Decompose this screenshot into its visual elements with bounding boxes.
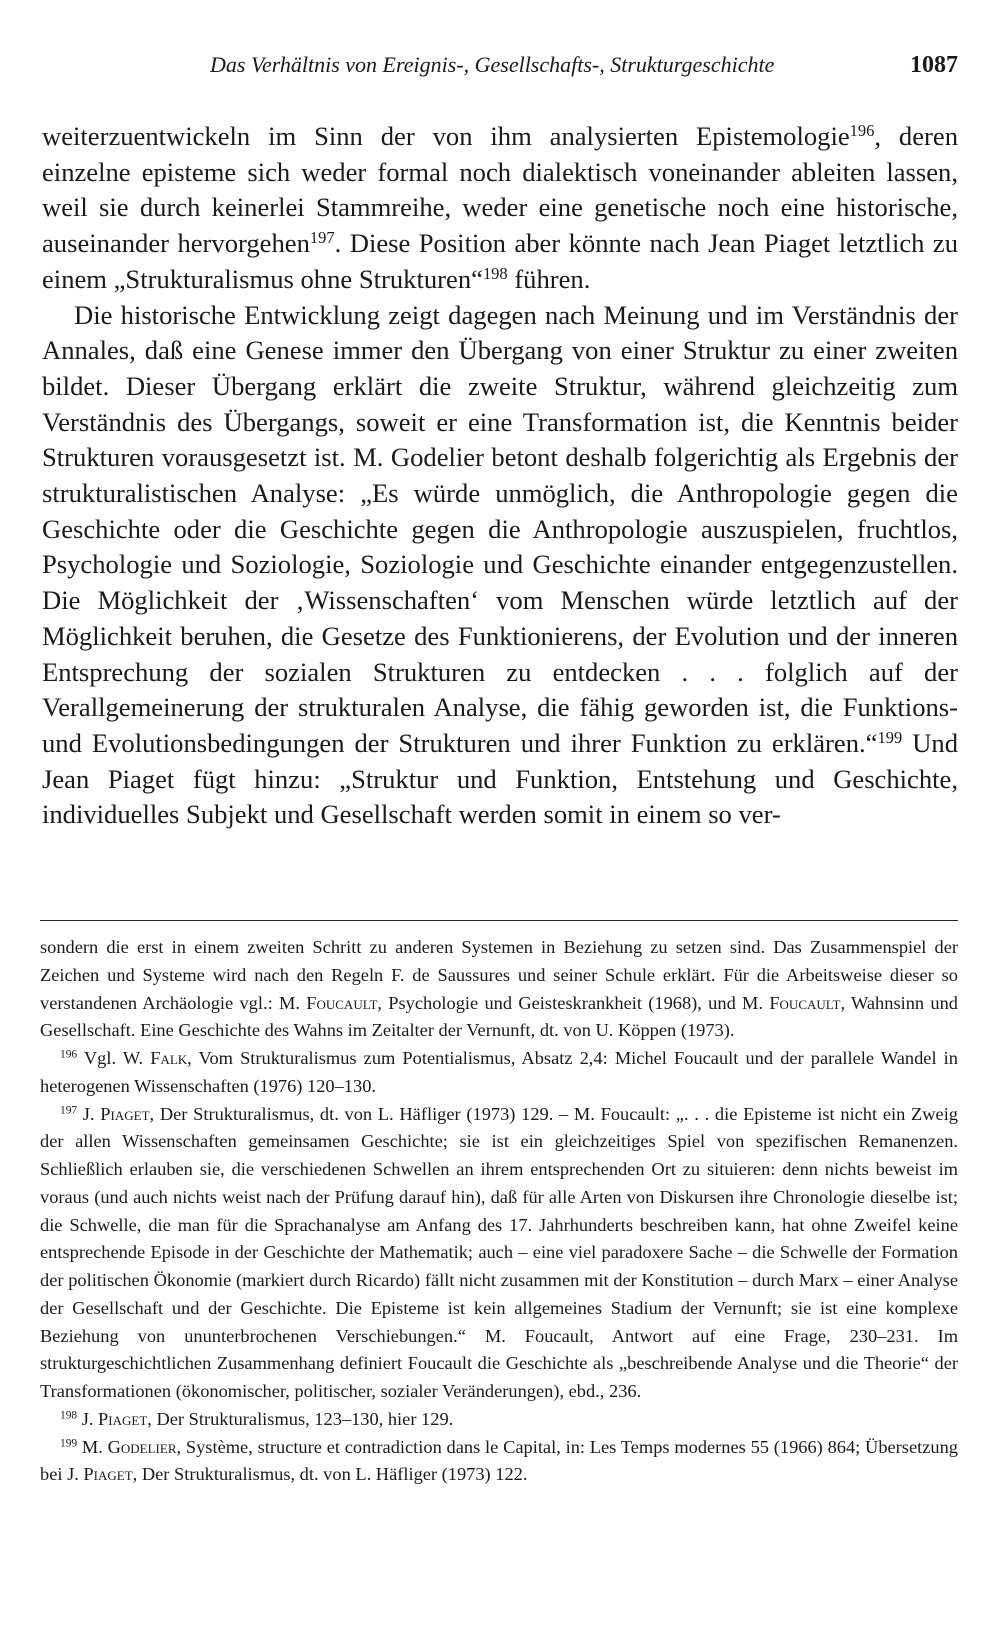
text-run: sondern die erst in einem zweiten Schritt zu anderen Systemen in Beziehung zu setzen sind. Das Zusammenspiel der Zeichen und Systeme wird nach den Regeln F. de Saussures und seiner Schule erklärt. Für die Arbeitsweise dieser so verstandenen Archäologie vgl.: M. bbox=[40, 937, 958, 1013]
text-run: . Diese Position aber könnte nach Jean Piaget letztlich zu einem „Strukturalismus ohne Strukturen“ bbox=[42, 228, 958, 294]
text-run: Und Jean Piaget fügt hinzu: „Struktur und Funktion, Entstehung und Geschichte, individuelles Subjekt und Gesellschaft werden somit in einem so ver- bbox=[42, 727, 958, 830]
text-run: J. bbox=[77, 1408, 99, 1429]
author-name: Piaget bbox=[83, 1464, 133, 1485]
text-run: , Wahnsinn und Gesellschaft. Eine Geschichte des Wahns im Zeitalter der Vernunft, dt. von U. Köppen (1973). bbox=[40, 992, 958, 1041]
text-run: , Psychologie und Geisteskrankheit (1968), und M. bbox=[377, 992, 770, 1013]
text-run: , Der Strukturalismus, dt. von L. Häfliger (1973) 129. – M. Foucault: „. . . die Episteme ist nicht ein Zweig der allen Wissenschaften gemeinsamen Geschichte; sie ist ein gleichzeitiges Spiel von spezifischen Remanenzen. Schließlich erlauben sie, die verschiedenen Schwellen an ihrem entsprechenden Ort zu situieren: denn nichts beweist im voraus (und auch nichts weist nach der Prüfung darauf hin), daß für alle Arten von Diskursen ihre Chronologie dieselbe ist; die Schwelle, die man für die Sprachanalyse am Anfang des 17. Jahrhunderts beschreiben kann, hat ohne Zweifel keine entsprechende Episode in der Geschichte der Mathematik; auch – eine viel paradoxere Sache – die Schwelle der Formation der politischen Ökonomie (markiert durch Ricardo) fällt nicht zusammen mit der Konstitution – durch Marx – einer Analyse der Gesellschaft und der Geschichte. Die Episteme ist kein allgemeines Stadium der Vernunft; sie ist eine komplexe Beziehung von ununterbrochenen Verschiebungen.“ M. Foucault, Antwort auf eine Frage, 230–231. Im strukturgeschichtlichen Zusammenhang definiert Foucault die Geschichte als „beschreibende Analyse und die Theorie“ der Transformationen (ökonomischer, politischer, sozialer Veränderungen), ebd., 236. bbox=[40, 1103, 958, 1401]
footnote-number: 196 bbox=[60, 1048, 78, 1061]
running-head bbox=[40, 52, 958, 84]
footnote-continued bbox=[40, 934, 958, 1045]
running-title: Das Verhältnis von Ereignis-, Gesellschafts-, Strukturgeschichte bbox=[210, 52, 775, 77]
footnote-199 bbox=[40, 1434, 958, 1490]
footnote-ref-196: 196 bbox=[849, 120, 875, 140]
author-name: Falk bbox=[150, 1048, 188, 1068]
text-run: J. bbox=[77, 1103, 101, 1124]
footnote-number: 199 bbox=[60, 1437, 78, 1450]
footnotes bbox=[40, 934, 958, 1489]
text-run: , Der Strukturalismus, dt. von L. Häfliger (1973) 122. bbox=[132, 1464, 528, 1485]
author-name: Foucault bbox=[306, 992, 378, 1013]
author-name: Foucault bbox=[769, 992, 841, 1013]
body-paragraph bbox=[42, 119, 958, 298]
footnote-197 bbox=[40, 1101, 958, 1406]
text-run: , Vom Strukturalismus zum Potentialismus, Absatz 2,4: Michel Foucault und der parallele Wandel in heterogenen Wissenschaften (1976) 120–130. bbox=[40, 1048, 958, 1096]
text-run: M. bbox=[77, 1436, 108, 1457]
footnote-number: 198 bbox=[60, 1409, 78, 1422]
page-number: 1087 bbox=[910, 52, 958, 78]
footnote-ref-198: 198 bbox=[482, 263, 508, 283]
body-paragraph bbox=[42, 298, 958, 834]
footnote-number: 197 bbox=[60, 1104, 78, 1117]
footnote-198 bbox=[40, 1406, 958, 1434]
footnote-divider bbox=[40, 920, 958, 921]
footnote-ref-197: 197 bbox=[309, 228, 335, 248]
text-run: führen. bbox=[507, 263, 591, 294]
text-run: Vgl. W. bbox=[77, 1048, 151, 1068]
author-name: Godelier bbox=[107, 1436, 177, 1457]
main-text bbox=[42, 119, 958, 833]
text-run: , Der Strukturalismus, 123–130, hier 129. bbox=[147, 1408, 454, 1429]
footnote-196 bbox=[40, 1045, 958, 1101]
author-name: Piaget bbox=[100, 1103, 150, 1124]
text-run: Die historische Entwicklung zeigt dagegen nach Meinung und im Verständnis der Annales, daß eine Genese immer den Übergang von einer Struktur zu einer zweiten bildet. Dieser Übergang erklärt die zweite Struktur, während gleichzeitig zum Verständnis des Übergangs, soweit er eine Transformation ist, die Kenntnis beider Strukturen vorausgesetzt ist. M. Godelier betont deshalb folgerichtig als Ergebnis der strukturalistischen Analyse: „Es würde unmöglich, die Anthropologie gegen die Geschichte oder die Geschichte gegen die Anthropologie auszuspielen, fruchtlos, Psychologie und Soziologie, Soziologie und Geschichte einander entgegenzustellen. Die Möglichkeit der ‚Wissenschaften‘ vom Menschen würde letztlich auf der Möglichkeit beruhen, die Gesetze des Funktionierens, der Evolution und der inneren Entsprechung der sozialen Strukturen zu entdecken . . . folglich auf der Verallgemeinerung der strukturalen Analyse, die fähig geworden ist, die Funktions- und Evolutionsbedingungen der Strukturen und ihrer Funktion zu erklären.“ bbox=[42, 299, 958, 758]
author-name: Piaget bbox=[98, 1408, 148, 1429]
text-run: , deren einzelne episteme sich weder formal noch dialektisch voneinander ableiten lassen, weil sie durch keinerlei Stammreihe, weder eine genetische noch eine historische, auseinander hervorgehen bbox=[42, 121, 958, 259]
text-run: weiterzuentwickeln im Sinn der von ihm analysierten Epistemologie bbox=[42, 121, 850, 151]
text-run: , Système, structure et contradiction dans le Capital, in: Les Temps modernes 55 (1966) 864; Übersetzung bei J. bbox=[40, 1436, 958, 1485]
footnote-ref-199: 199 bbox=[877, 727, 903, 747]
